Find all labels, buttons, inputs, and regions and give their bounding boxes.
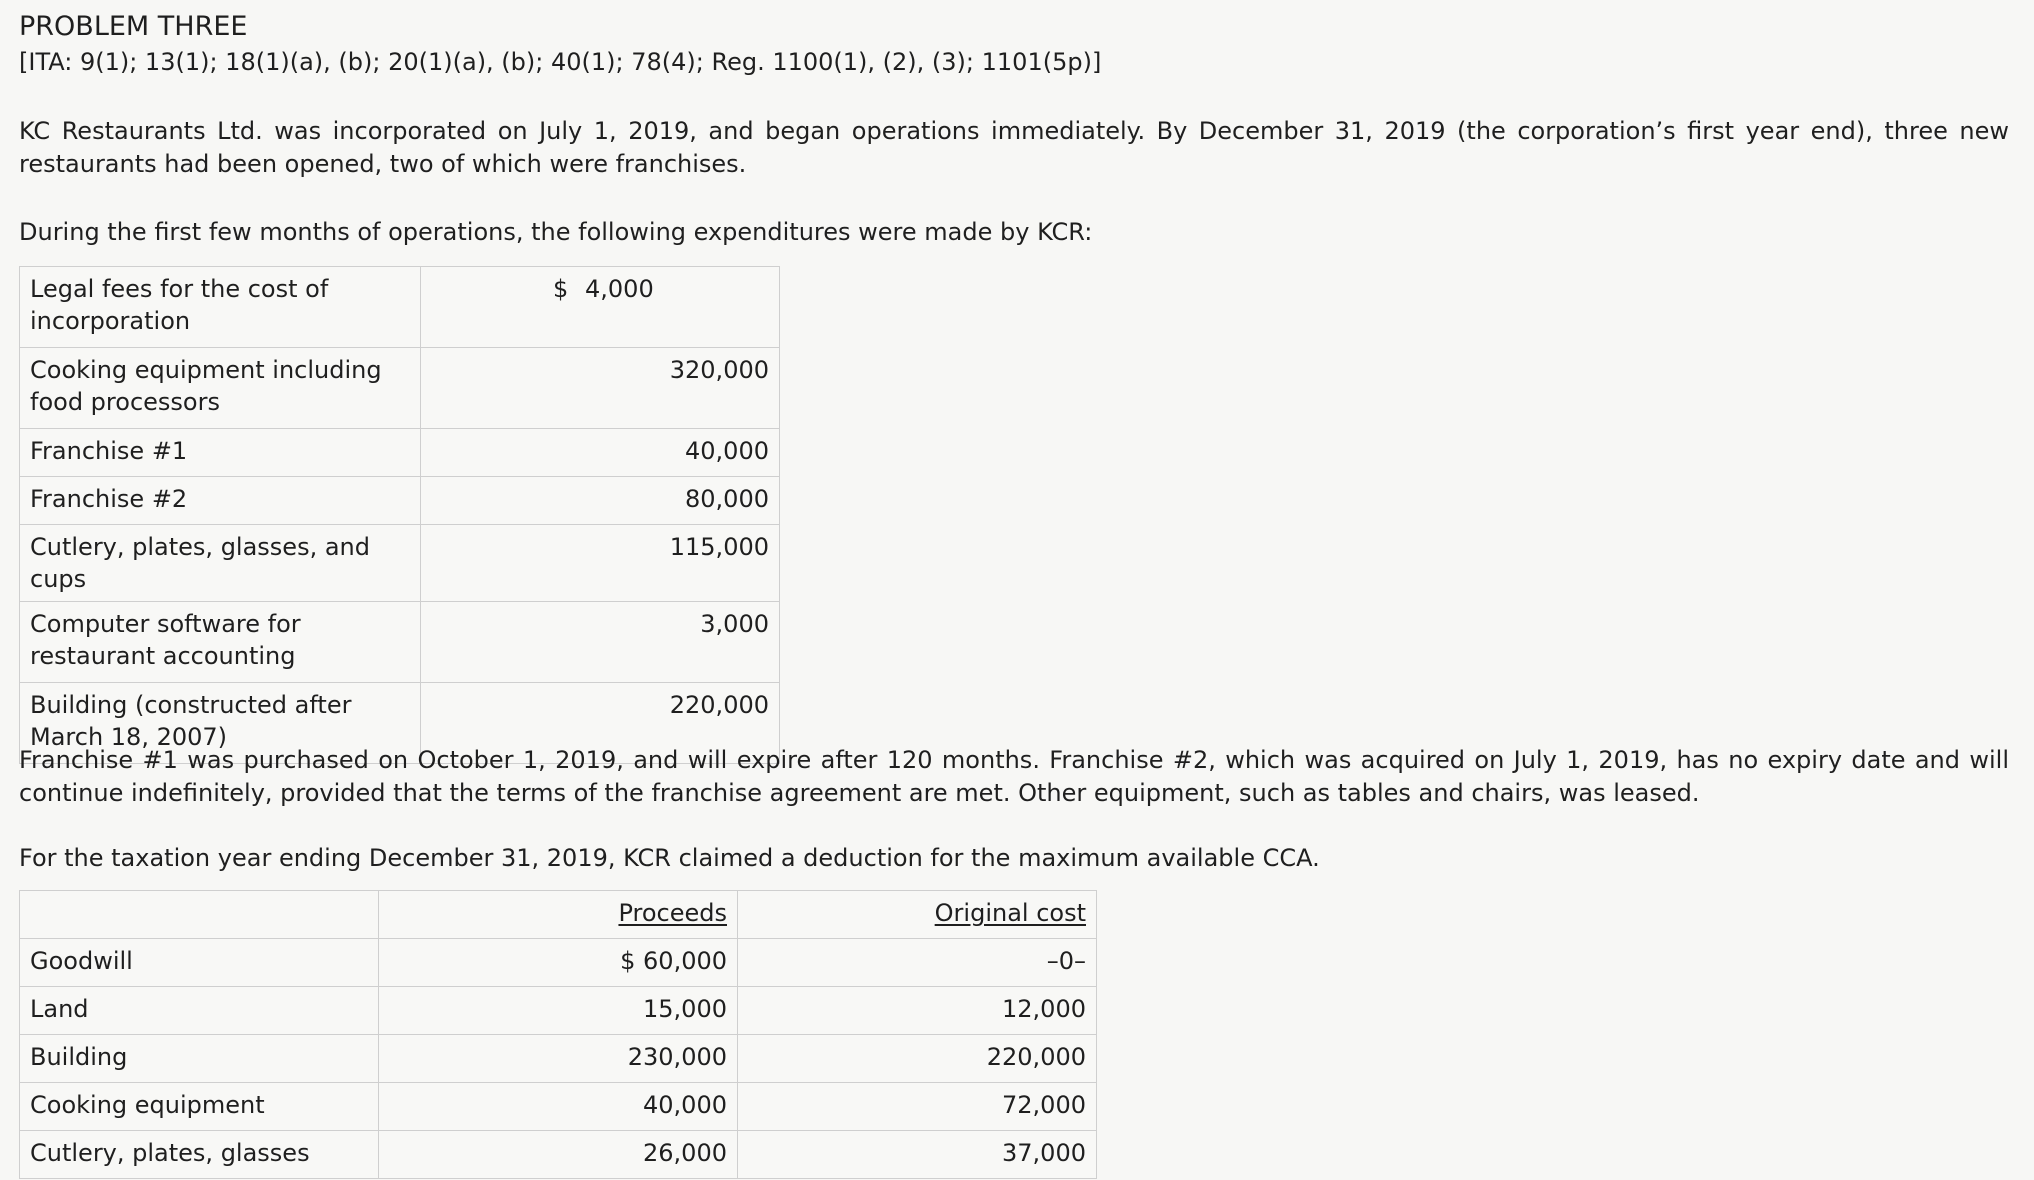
currency-sign: $ [553, 275, 569, 303]
column-header-proceeds [379, 891, 738, 939]
column-header-original-cost [738, 891, 1097, 939]
expenditure-item: Building (constructed after March 18, 2007) [20, 683, 421, 764]
expenditure-amount: 80,000 [421, 477, 780, 525]
table-row [20, 429, 780, 477]
asset-original-cost: 37,000 [738, 1131, 1097, 1179]
expenditure-item: Cooking equipment including food processors [20, 348, 421, 429]
asset-original-cost: 220,000 [738, 1035, 1097, 1083]
table-row [20, 1035, 1097, 1083]
expenditure-item: Franchise #1 [20, 429, 421, 477]
statute-references: [ITA: 9(1); 13(1); 18(1)(a), (b); 20(1)(a), (b); 40(1); 78(4); Reg. 1100(1), (2), (3); 1101(5p)] [19, 48, 1102, 76]
expenditure-amount: 40,000 [421, 429, 780, 477]
expenditure-amount: 3,000 [421, 602, 780, 683]
amount-value: 4,000 [585, 275, 654, 303]
table-row [20, 987, 1097, 1035]
asset-proceeds: $ 60,000 [379, 939, 738, 987]
expenditure-amount: 220,000 [421, 683, 780, 764]
asset-name: Cutlery, plates, glasses [20, 1131, 379, 1179]
table-row [20, 525, 780, 602]
expenditure-item: Franchise #2 [20, 477, 421, 525]
asset-name: Building [20, 1035, 379, 1083]
asset-proceeds: 230,000 [379, 1035, 738, 1083]
table-row [20, 1131, 1097, 1179]
asset-original-cost: 72,000 [738, 1083, 1097, 1131]
asset-name: Cooking equipment [20, 1083, 379, 1131]
asset-original-cost: 12,000 [738, 987, 1097, 1035]
asset-original-cost: –0– [738, 939, 1097, 987]
expenditure-item: Legal fees for the cost of incorporation [20, 267, 421, 348]
expenditure-amount [421, 267, 780, 348]
table-row [20, 267, 780, 348]
franchise-note: Franchise #1 was purchased on October 1, 2019, and will expire after 120 months. Franchise #2, which was acquired on July 1, 2019, has no expiry date and will continue indefinitely, provided that the terms of the franchise agreement are met. Other equipment, such as tables and chairs, was leased. [19, 746, 2009, 807]
disposals-table [19, 890, 1097, 1179]
expenditure-item: Computer software for restaurant accounting [20, 602, 421, 683]
original-cost-label: Original cost [934, 899, 1086, 927]
asset-proceeds: 15,000 [379, 987, 738, 1035]
proceeds-label: Proceeds [618, 899, 727, 927]
asset-name: Goodwill [20, 939, 379, 987]
table-row [20, 602, 780, 683]
expenditure-amount: 320,000 [421, 348, 780, 429]
asset-proceeds: 40,000 [379, 1083, 738, 1131]
intro-paragraph: KC Restaurants Ltd. was incorporated on July 1, 2019, and began operations immediately. By December 31, 2019 (the corporation’s first year end), three new restaurants had been opened, two of which were franchises. [19, 117, 2009, 178]
table-row [20, 477, 780, 525]
column-header-blank [20, 891, 379, 939]
expenditure-item: Cutlery, plates, glasses, and cups [20, 525, 421, 602]
expenditures-intro: During the first few months of operations, the following expenditures were made by KCR: [19, 218, 1093, 246]
table-header-row [20, 891, 1097, 939]
cca-note: For the taxation year ending December 31, 2019, KCR claimed a deduction for the maximum available CCA. [19, 844, 1320, 872]
table-row [20, 348, 780, 429]
asset-proceeds: 26,000 [379, 1131, 738, 1179]
table-row [20, 939, 1097, 987]
table-row [20, 1083, 1097, 1131]
asset-name: Land [20, 987, 379, 1035]
expenditures-table [19, 266, 780, 764]
page-title: PROBLEM THREE [19, 11, 248, 42]
expenditure-amount: 115,000 [421, 525, 780, 602]
